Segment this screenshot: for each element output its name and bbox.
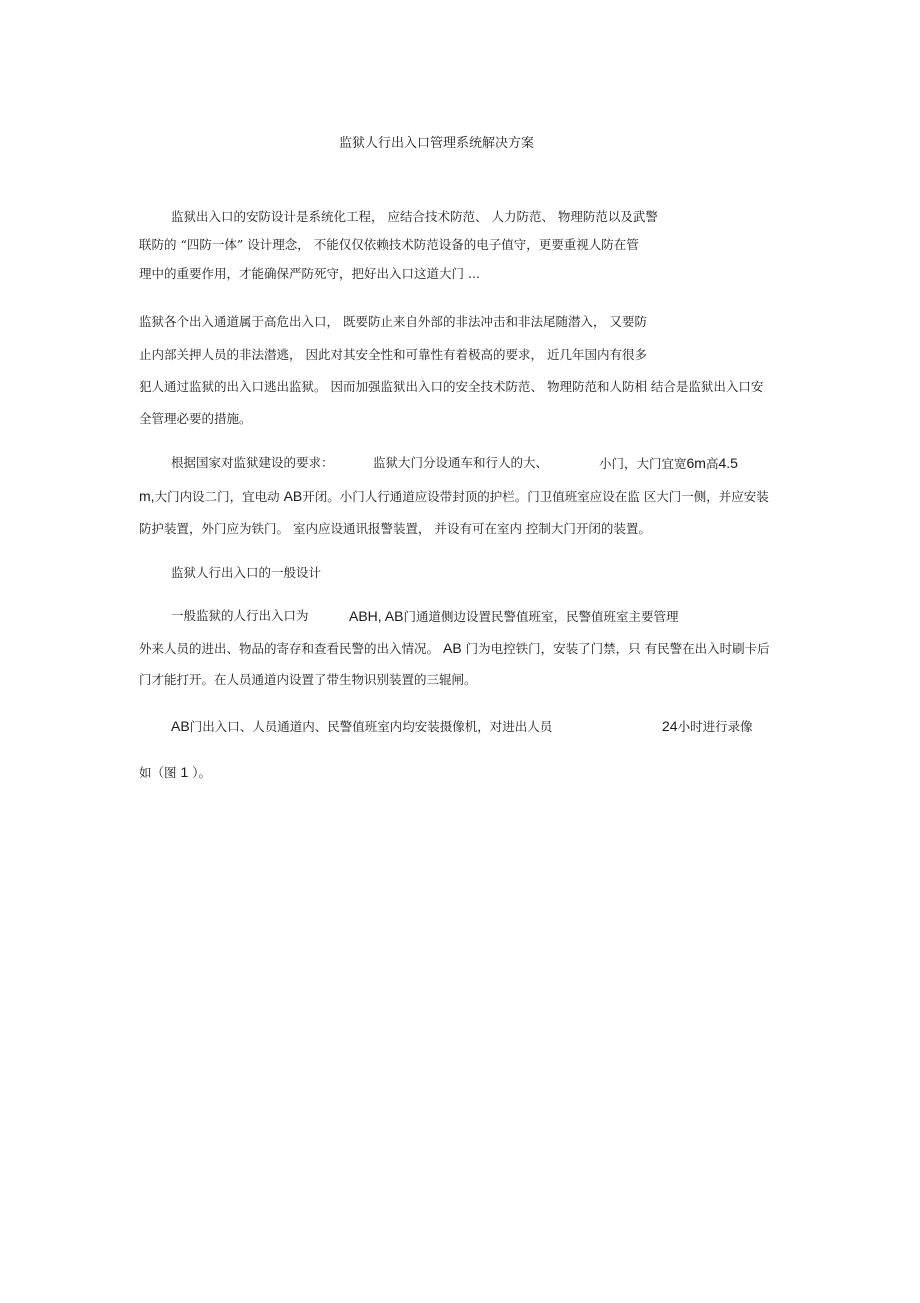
text-run-latin: m, [139,488,155,504]
text-run-latin: 24 [662,718,678,734]
paragraph-1-line-3: 理中的重要作用，才能确保严防死守，把好出入口这道大门 ... [139,266,480,281]
paragraph-3-line-1-part-2: 监狱大门分设通车和行人的大、 [373,455,549,470]
text-run: 门出入口、人员通道内、民警值班室内均安装摄像机，对进出人员 [189,719,553,734]
paragraph-3-line-2 [139,488,769,505]
paragraph-3-line-1-part-3 [599,455,738,472]
text-run: 小门，大门宜宽 [599,456,687,471]
text-run-latin: ABH, AB [349,608,404,624]
text-run-latin: AB [171,718,190,734]
text-run: 外来人员的进出、物品的寄存和查看民警的出入情况。 [139,641,440,656]
paragraph-5-line-2 [139,764,211,781]
paragraph-5-line-1-part-2 [662,718,753,735]
paragraph-2-line-1: 监狱各个出入通道属于高危出入口， 既要防止来自外部的非法冲击和非法尾随潜入， 又要防 [139,314,647,329]
text-run: 小时进行录像 [677,719,753,734]
document-title: 监狱人行出入口管理系统解决方案 [339,136,535,151]
text-run: 大门内设二门，宜电动 [154,489,280,504]
paragraph-1-line-2: 联防的 “四防一体” 设计理念， 不能仅仅依赖技术防范设备的电子值守，更要重视人防在管 [139,237,639,252]
text-run-latin: 1 [180,764,189,780]
text-run: 开闭。小门人行通道应设带封顶的护栏。门卫值班室应设在监 区大门一侧，并应安装 [302,489,769,504]
paragraph-4-line-1-part-2 [349,608,678,625]
paragraph-2-line-2: 止内部关押人员的非法潜逃， 因此对其安全性和可靠性有着极高的要求， 近几年国内有很多 [139,347,647,362]
section-heading: 监狱人行出入口的一般设计 [171,565,322,580]
text-run: 门通道侧边设置民警值班室，民警值班室主要管理 [403,609,679,624]
text-run: 高 [705,456,719,471]
paragraph-4-line-3: 门才能打开。在人员通道内设置了带生物识别装置的三辊闸。 [139,672,477,687]
paragraph-1-line-1: 监狱出入口的安防设计是系统化工程， 应结合技术防范、 人力防范、 物理防范以及武警 [171,209,658,224]
paragraph-5-line-1-part-1 [171,718,552,735]
text-run: ）。 [192,765,212,780]
text-run-latin: 4.5 [718,455,738,471]
text-run: 门为电控铁门，安装了门禁，只 有民警在出入时刷卡后 [465,641,770,656]
paragraph-2-line-4: 全管理必要的措施。 [139,411,252,426]
paragraph-4-line-2 [139,640,770,657]
paragraph-4-line-1-part-1: 一般监狱的人行出入口为 [171,608,309,623]
paragraph-3-line-1-part-1: 根据国家对监狱建设的要求： [171,455,334,470]
paragraph-2-line-3: 犯人通过监狱的出入口逃出监狱。 因而加强监狱出入口的安全技术防范、 物理防范和人防相 结合是监狱出入口安 [139,379,764,394]
text-run-latin: 6m [686,455,706,471]
paragraph-3-line-3: 防护装置，外门应为铁门。 室内应设通讯报警装置， 并设有可在室内 控制大门开闭的装置。 [139,521,651,536]
text-run-latin: AB [443,640,462,656]
text-run-latin: AB [283,488,303,504]
text-run: 如（图 [139,765,177,780]
